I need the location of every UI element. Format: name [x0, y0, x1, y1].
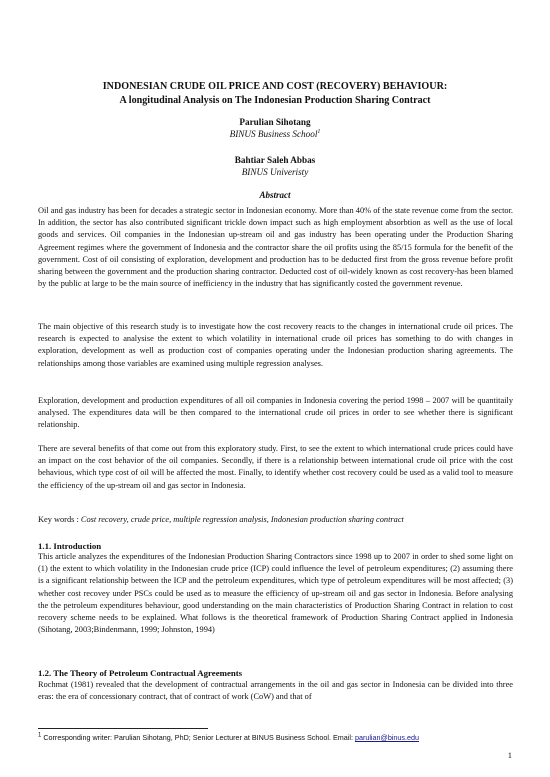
keywords-list: Cost recovery, crude price, multiple regression analysis, Indonesian production sharing contract	[80, 515, 404, 524]
section-paragraph: This article analyzes the expenditures of the Indonesian Production Sharing Contractors since 1998 up to 2007 in order to shed some light on (1) the extent to which volatility in the Indonesian crude price (ICP) could influence the level of petroleum expenditures; (2) assuming there is a significant relationship between the ICP and the petroleum expenditures, which type of petroleum expenditures will be most affected; (3) whether cost recovey under PSCs could be used as to measure the efficiency of up-stream oil and gas sector in Indonesia. Before analysing the the petroleum expenditures behaviour, good understanding on the main characteristics of Production Sharing Contract in relation to cost recovery scheme needs to be explained. What follows is the theoretical framework of Production Sharing Contract applied in Indonesia (Sihotang, 2003;Bindenmann, 1999; Johnston, 1994)	[38, 552, 513, 635]
section-paragraph: Rochmat (1981) revealed that the development of contractual arrangements in the oil and gas sector in Indonesia can be divided into three eras: the era of concessionary contract, that of contract of work (CoW) and that of	[38, 680, 513, 702]
author-block-2	[40, 154, 510, 178]
author-name: Parulian Sihotang	[239, 117, 311, 127]
abstract-paragraph: Oil and gas industry has been for decades a strategic sector in Indonesian economy. More than 40% of the state revenue come from the sector. In addition, the sector has also contributed significant trickle down impact such as high employment absorbtion as well as the use of local goods and services. Oil companies in the Indonesian up-stream oil and gas industry has been operating under the Production Sharing Agreement regimes where the government of Indonesia and the contractor share the oil profits using the 85/15 formula for the benefit of the government. Cost of oil consisting of exploration, development and production has to be deducted first from the gross revenue before profit sharing between the government and the production sharing contractor. Deducted cost of oil-widely known as cost recovery-has been blamed by the public at large to be the main source of inefficiency in the industry that has significantly costed the government revenue.	[38, 206, 513, 289]
title-line-2: A longitudinal Analysis on The Indonesian Production Sharing Contract	[119, 95, 431, 106]
author-name: Bahtiar Saleh Abbas	[234, 155, 316, 165]
keywords-label: Key words :	[38, 515, 81, 524]
footnote-marker: 1	[317, 128, 321, 135]
section-heading: 1.2. The Theory of Petroleum Contractual Agreements	[38, 668, 243, 678]
page-number: 1	[507, 750, 512, 760]
section-heading: 1.1. Introduction	[38, 541, 102, 551]
paper-title	[40, 80, 510, 108]
title-line-1: INDONESIAN CRUDE OIL PRICE AND COST (RECOVERY) BEHAVIOUR:	[102, 81, 448, 92]
abstract-paragraph: There are several benefits of that come out from this exploratory study. First, to see the extent to which international crude prices could have an impact on the cost behavior of the oil companies. Secondly, if there is a relationship between international crude oil price with the cost behavious, which type cost of oil will be affected the most. Finally, to identify whether cost recovery could be used as a valid tool to measure the efficiency of the up-stream oil and gas sector in Indonesia.	[38, 444, 513, 490]
email-link[interactable]: parulian@binus.edu	[354, 733, 419, 742]
author-block-1	[40, 116, 510, 140]
footnote: $^1$ Corresponding writer: Parulian Sihotang, PhD; Senior Lecturer at BINUS Business School. Email: parulian@binus.edu	[38, 732, 419, 742]
keywords	[38, 514, 513, 526]
abstract-paragraph: Exploration, development and production expenditures of all oil companies in Indonesia covering the period 1998 – 2007 will be quantitaily analysed. The expenditures data will be then compared to the international crude oil prices in order to see whether there is significant relationship.	[38, 396, 513, 430]
abstract-paragraph: The main objective of this research study is to investigate how the cost recovery reacts to the changes in international crude oil prices. The research is expected to analysise the extent to which volatility in international crude oil prices has something to do with changes in exploration, development as well as production cost of companies operating under the Indonesian production sharing agreements. The relationships among those variables are examined using multiple regression analyses.	[38, 322, 513, 368]
footnote-marker: 1	[38, 732, 42, 739]
abstract-heading: Abstract	[259, 190, 291, 200]
author-affiliation: BINUS Business School$^1$	[229, 128, 321, 139]
footnote-divider	[38, 728, 208, 729]
author-affiliation: BINUS Univeristy	[241, 167, 309, 177]
